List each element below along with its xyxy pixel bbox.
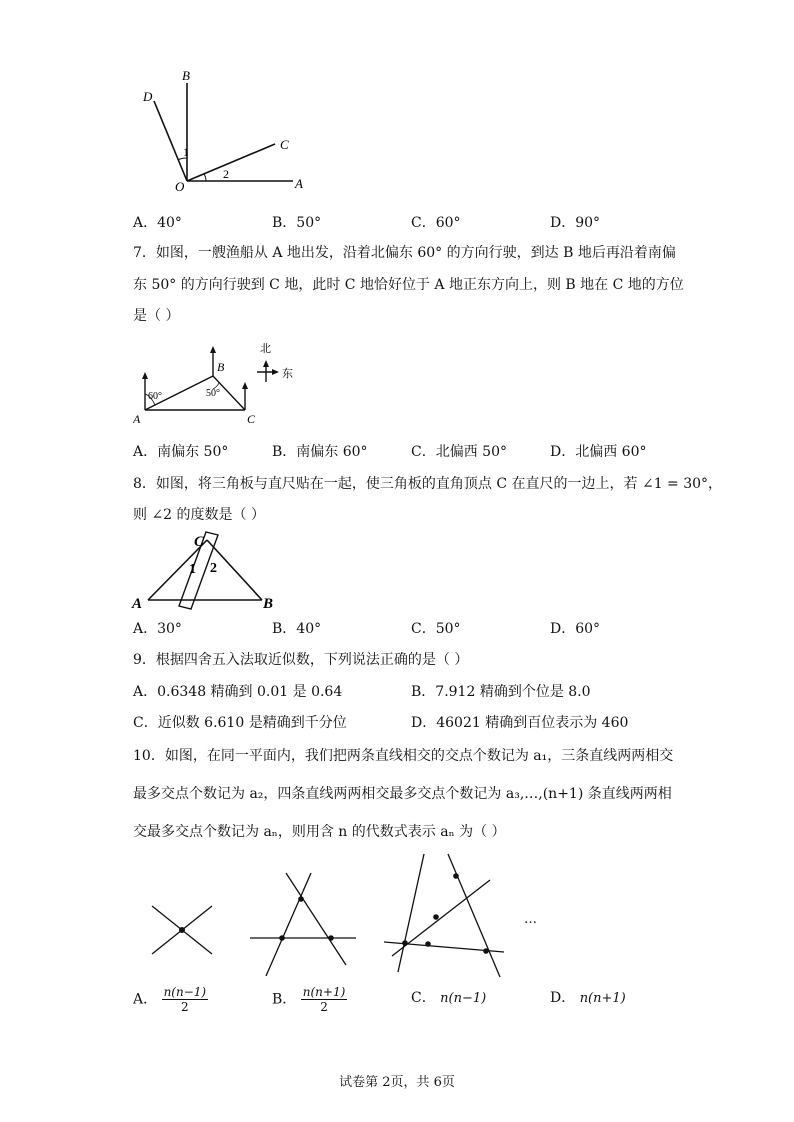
q7-stem-line1: 7．如图，一艘渔船从 A 地出发，沿着北偏东 60° 的方向行驶，到达 B 地后再沿着南偏	[133, 245, 676, 261]
q8-stem-line1: 8．如图，将三角板与直尺贴在一起，使三角板的直角顶点 C 在直尺的一边上，若 ∠1 = 30°，	[133, 476, 723, 492]
label-a: A	[295, 176, 303, 191]
q8-angle-2-label: 2	[210, 561, 217, 576]
q8-option-a: A．30°	[133, 621, 182, 637]
q8-option-b: B．40°	[272, 621, 322, 637]
angle-2-label: 2	[223, 167, 229, 181]
q7-angle-50-label: 50°	[206, 388, 220, 399]
q10-option-a-fraction	[162, 985, 209, 1014]
page-footer: 试卷第 2页，共 6页	[339, 1075, 455, 1090]
q10-option-d-letter: D．	[550, 990, 576, 1006]
q9-stem-line1: 9．根据四舍五入法取近似数，下列说法正确的是（ ）	[133, 652, 469, 668]
q7-direction-figure	[133, 338, 303, 428]
label-d: D	[143, 89, 153, 104]
q10-option-c	[411, 988, 486, 1009]
q7-stem-line3: 是（ ）	[133, 308, 180, 324]
q10-stem-line2: 最多交点个数记为 a₂，四条直线两两相交最多交点个数记为 a₃,…,(n+1) 条直线两两相	[133, 786, 672, 802]
label-c: C	[280, 137, 289, 152]
q7-option-a: A．南偏东 50°	[133, 444, 229, 460]
label-b: B	[182, 68, 190, 83]
q10-stem-line1: 10．如图，在同一平面内，我们把两条直线相交的交点个数记为 a₁，三条直线两两相交	[133, 748, 674, 764]
q7-option-d: D．北偏西 60°	[550, 444, 647, 460]
q8-label-c: C	[194, 534, 205, 550]
q10-option-b-numerator: n(n+1)	[302, 985, 346, 999]
q7-north-label: 北	[260, 343, 271, 355]
q10-option-d-expr: n(n+1)	[579, 991, 626, 1006]
q10-option-b-denominator: 2	[320, 1000, 328, 1014]
q10-ellipsis: …	[524, 912, 537, 927]
q7-angle-60-label: 60°	[148, 391, 162, 402]
q7-label-c: C	[247, 412, 256, 426]
q6-option-b: B．50°	[272, 215, 322, 231]
q10-three-lines-figure	[248, 870, 360, 980]
q8-angle-1-label: 1	[189, 562, 196, 577]
q10-four-lines-figure	[382, 852, 507, 982]
q10-option-a	[133, 985, 208, 1014]
angle-1-label: 1	[183, 145, 189, 159]
q7-label-a: A	[133, 412, 141, 426]
q6-option-d: D．90°	[550, 215, 601, 231]
q6-option-c: C．60°	[411, 215, 461, 231]
q8-option-c: C．50°	[411, 621, 461, 637]
q6-option-a: A．40°	[133, 215, 182, 231]
q10-option-a-denominator: 2	[181, 1000, 189, 1014]
q7-option-c: C．北偏西 50°	[411, 444, 507, 460]
q10-stem-line3: 交最多交点个数记为 aₙ，则用含 n 的代数式表示 aₙ 为（ ）	[133, 824, 506, 840]
q9-option-b: B．7.912 精确到个位是 8.0	[411, 684, 591, 700]
q9-option-a: A．0.6348 精确到 0.01 是 0.64	[133, 684, 343, 700]
q9-option-c: C．近似数 6.610 是精确到千分位	[133, 715, 347, 731]
q6-angle-figure	[135, 65, 315, 195]
q8-triangle-ruler-figure	[130, 528, 290, 613]
q10-option-a-numerator: n(n−1)	[163, 985, 207, 999]
q10-option-c-expr: n(n−1)	[440, 991, 487, 1006]
q10-option-b	[272, 985, 347, 1014]
q7-label-b: B	[217, 360, 225, 374]
q8-option-d: D．60°	[550, 621, 601, 637]
q9-option-d: D．46021 精确到百位表示为 460	[411, 715, 629, 731]
q10-option-b-fraction	[301, 985, 348, 1014]
q7-option-b: B．南偏东 60°	[272, 444, 368, 460]
q7-east-label: 东	[282, 368, 293, 380]
q10-option-a-letter: A．	[133, 991, 158, 1008]
q7-stem-line2: 东 50° 的方向行驶到 C 地，此时 C 地恰好位于 A 地正东方向上，则 B 地在 C 地的方位	[133, 277, 684, 293]
label-o: O	[175, 179, 185, 194]
q8-label-b: B	[263, 596, 274, 612]
q10-two-lines-figure	[148, 900, 218, 960]
q10-option-c-letter: C．	[411, 990, 436, 1006]
q10-option-b-letter: B．	[272, 991, 297, 1008]
q10-option-d	[550, 988, 626, 1009]
q8-label-a: A	[132, 596, 143, 612]
q8-stem-line2: 则 ∠2 的度数是（ ）	[133, 507, 265, 523]
